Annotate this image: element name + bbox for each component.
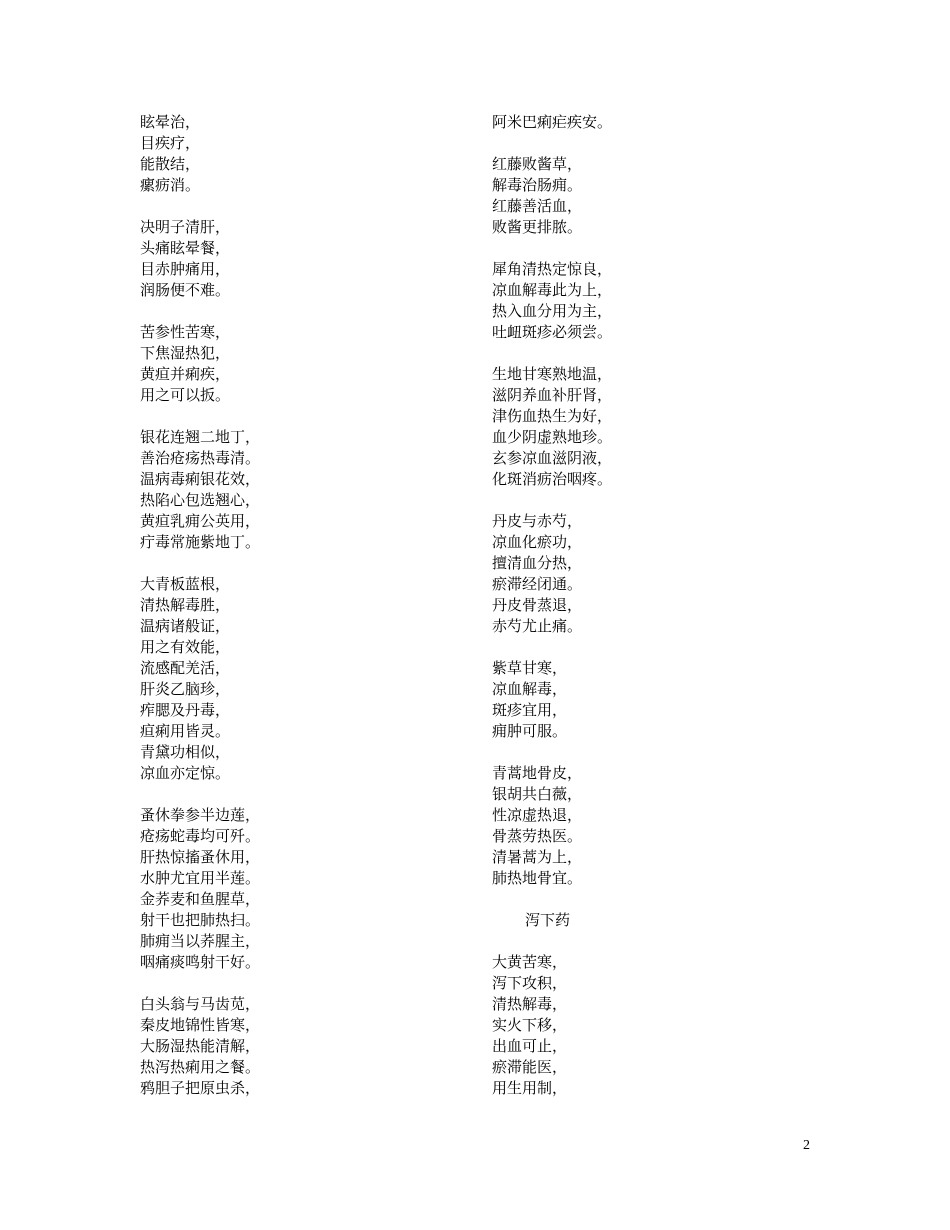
verse-line: 青蒿地骨皮，: [492, 764, 583, 782]
blank-line: [492, 133, 792, 154]
page-number: 2: [803, 1138, 810, 1153]
verse-line: 败酱更排脓。: [492, 218, 583, 236]
verse-line: 骨蒸劳热医。: [492, 827, 583, 845]
verse-line: 痄腮及丹毒，: [140, 701, 231, 719]
blank-line: [492, 742, 792, 763]
verse-line: 擅清血分热，: [492, 554, 583, 572]
verse-line: 痈肿可服。: [492, 722, 568, 740]
blank-line: [140, 406, 440, 427]
verse-line: 红藤败酱草，: [492, 155, 583, 173]
verse-line: 下焦湿热犯，: [140, 344, 231, 362]
verse-line: 玄参凉血滋阴液，: [492, 449, 613, 467]
verse-line: 清暑蒿为上，: [492, 848, 583, 866]
verse-line: 津伤血热生为好，: [492, 407, 613, 425]
verse-line: 肺痈当以荞腥主，: [140, 932, 261, 950]
verse-line: 实火下移，: [492, 1016, 568, 1034]
verse-line: 凉血亦定惊。: [140, 764, 231, 782]
blank-line: [140, 973, 440, 994]
verse-line: 疮疡蛇毒均可歼。: [140, 827, 261, 845]
blank-line: [492, 343, 792, 364]
verse-line: 银胡共白薇，: [492, 785, 583, 803]
verse-line: 赤芍尤止痛。: [492, 617, 583, 635]
blank-line: [492, 931, 792, 952]
verse-line: 温病诸般证，: [140, 617, 231, 635]
verse-line: 阿米巴痢疟疾安。: [492, 113, 613, 131]
verse-line: 清热解毒，: [492, 995, 568, 1013]
verse-line: 白头翁与马齿苋，: [140, 995, 261, 1013]
verse-line: 瘀滞经闭通。: [492, 575, 583, 593]
blank-line: [492, 238, 792, 259]
section-heading: 泻下药: [525, 911, 571, 929]
verse-line: 热陷心包选翘心，: [140, 491, 261, 509]
blank-line: [140, 196, 440, 217]
verse-line: 肝炎乙脑珍，: [140, 680, 231, 698]
verse-line: 鸦胆子把原虫杀，: [140, 1079, 261, 1097]
verse-line: 眩晕治，: [140, 113, 201, 131]
verse-line: 青黛功相似，: [140, 743, 231, 761]
verse-line: 用之可以扳。: [140, 386, 231, 404]
verse-line: 金荞麦和鱼腥草，: [140, 890, 261, 908]
verse-line: 流感配羌活，: [140, 659, 231, 677]
verse-line: 水肿尤宜用半莲。: [140, 869, 261, 887]
verse-line: 目疾疗，: [140, 134, 201, 152]
verse-line: 瘰疬消。: [140, 176, 201, 194]
verse-line: 决明子清肝，: [140, 218, 231, 236]
blank-line: [140, 301, 440, 322]
verse-line: 吐衄斑疹必须尝。: [492, 323, 613, 341]
verse-line: 丹皮与赤芍，: [492, 512, 583, 530]
verse-line: 清热解毒胜，: [140, 596, 231, 614]
verse-line: 大肠湿热能清解，: [140, 1037, 261, 1055]
verse-line: 红藤善活血，: [492, 197, 583, 215]
verse-line: 凉血化瘀功，: [492, 533, 583, 551]
verse-line: 用之有效能，: [140, 638, 231, 656]
verse-line: 黄疸乳痈公英用，: [140, 512, 261, 530]
verse-line: 疸痢用皆灵。: [140, 722, 231, 740]
verse-line: 润肠便不难。: [140, 281, 231, 299]
verse-line: 斑疹宜用，: [492, 701, 568, 719]
verse-line: 生地甘寒熟地温，: [492, 365, 613, 383]
verse-line: 肝热惊搐蚤休用，: [140, 848, 261, 866]
blank-line: [492, 889, 792, 910]
verse-line: 疔毒常施紫地丁。: [140, 533, 261, 551]
verse-line: 咽痛痰鸣射干好。: [140, 953, 261, 971]
verse-line: 化斑消疬治咽疼。: [492, 470, 613, 488]
verse-line: 滋阴养血补肝肾，: [492, 386, 613, 404]
verse-line: 用生用制，: [492, 1079, 568, 1097]
left-column: [140, 112, 440, 1099]
verse-line: 凉血解毒，: [492, 680, 568, 698]
verse-line: 泻下攻积，: [492, 974, 568, 992]
verse-line: 犀角清热定惊良，: [492, 260, 613, 278]
verse-line: 出血可止，: [492, 1037, 568, 1055]
verse-line: 银花连翘二地丁，: [140, 428, 261, 446]
verse-line: 苦参性苦寒，: [140, 323, 231, 341]
verse-line: 血少阴虚熟地珍。: [492, 428, 613, 446]
verse-line: 善治疮疡热毒清。: [140, 449, 261, 467]
verse-line: 解毒治肠痈。: [492, 176, 583, 194]
verse-line: 性凉虚热退，: [492, 806, 583, 824]
right-column: [492, 112, 792, 1099]
blank-line: [140, 553, 440, 574]
blank-line: [492, 490, 792, 511]
verse-line: 大黄苦寒，: [492, 953, 568, 971]
verse-line: 紫草甘寒，: [492, 659, 568, 677]
blank-line: [492, 637, 792, 658]
verse-line: 黄疸并痢疾，: [140, 365, 231, 383]
verse-line: 射干也把肺热扫。: [140, 911, 261, 929]
verse-line: 大青板蓝根，: [140, 575, 231, 593]
verse-line: 肺热地骨宜。: [492, 869, 583, 887]
blank-line: [140, 784, 440, 805]
verse-line: 温病毒痢银花效，: [140, 470, 261, 488]
verse-line: 热泻热痢用之餐。: [140, 1058, 261, 1076]
verse-line: 蚤休拳参半边莲，: [140, 806, 261, 824]
verse-line: 目赤肿痛用，: [140, 260, 231, 278]
verse-line: 秦皮地锦性皆寒，: [140, 1016, 261, 1034]
verse-line: 瘀滞能医，: [492, 1058, 568, 1076]
verse-line: 丹皮骨蒸退，: [492, 596, 583, 614]
verse-line: 能散结，: [140, 155, 201, 173]
verse-line: 热入血分用为主，: [492, 302, 613, 320]
verse-line: 头痛眩晕餐，: [140, 239, 231, 257]
verse-line: 凉血解毒此为上，: [492, 281, 613, 299]
